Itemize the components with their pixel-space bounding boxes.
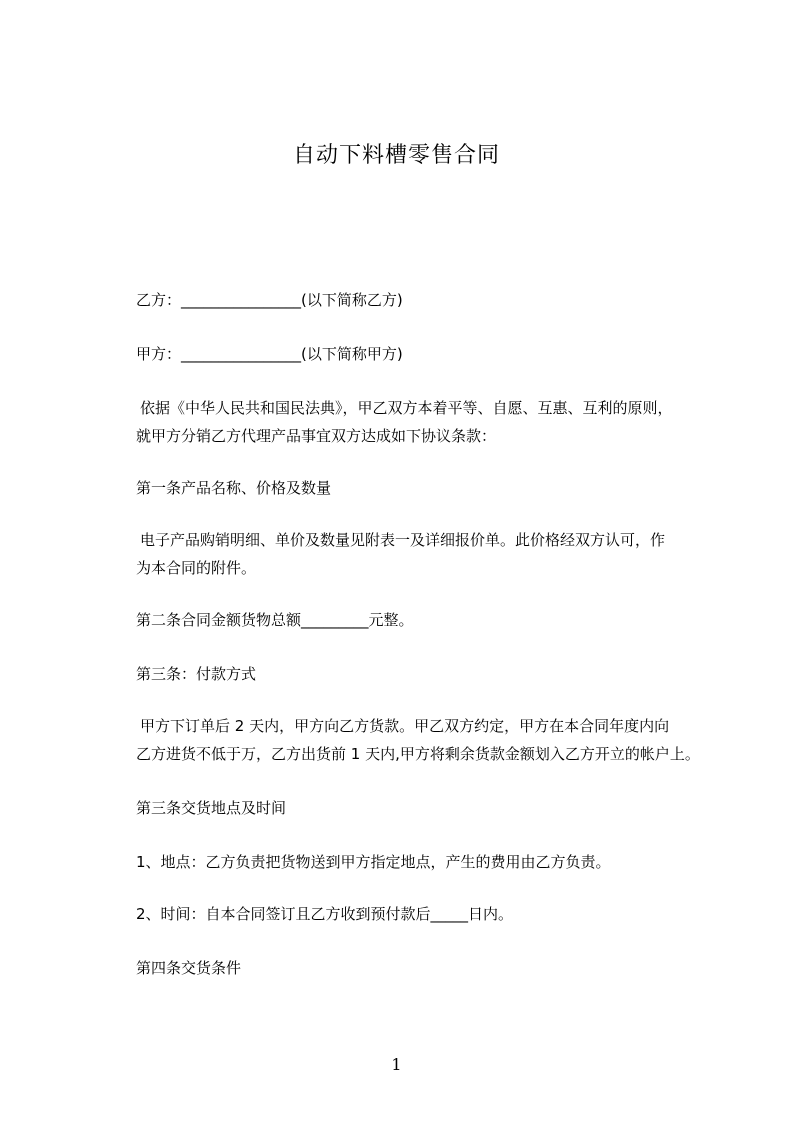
delivery-time-item: 2、时间：自本合同签订且乙方收到预付款后_____日内。	[136, 905, 514, 923]
document-title: 自动下料槽零售合同	[292, 143, 500, 168]
article-1-line-2: 为本合同的附件。	[136, 559, 257, 577]
preamble-paragraph	[136, 395, 720, 449]
article-3-line-1: 甲方下订单后 2 天内，甲方向乙方货款。甲乙双方约定，甲方在本合同年度内向	[140, 717, 670, 735]
article-3-line-2: 乙方进货不低于万，乙方出货前 1 天内,甲方将剩余货款金额划入乙方开立的帐户上。	[136, 745, 700, 763]
article-3b-heading: 第三条交货地点及时间	[136, 799, 287, 817]
preamble-line-1: 依据《中华人民共和国民法典》，甲乙双方本着平等、自愿、互惠、互利的原则，	[140, 399, 673, 417]
article-2-line: 第二条合同金额货物总额_________元整。	[136, 611, 414, 629]
article-1-line-1: 电子产品购销明细、单价及数量见附表一及详细报价单。此价格经双方认可，作	[140, 531, 666, 549]
preamble-line-2: 就甲方分销乙方代理产品事宜双方达成如下协议条款：	[136, 427, 497, 445]
article-1-heading: 第一条产品名称、价格及数量	[136, 479, 332, 497]
party-b-line: 乙方：________________(以下简称乙方)	[136, 291, 403, 309]
delivery-location-item: 1、地点：乙方负责把货物送到甲方指定地点，产生的费用由乙方负责。	[136, 853, 611, 871]
party-a-line: 甲方：________________(以下简称甲方)	[136, 345, 403, 363]
article-3-body	[136, 713, 720, 767]
article-1-body	[136, 527, 720, 581]
article-4-heading: 第四条交货条件	[136, 959, 242, 977]
page-number: 1	[391, 1055, 402, 1074]
article-3-heading: 第三条：付款方式	[136, 665, 257, 683]
